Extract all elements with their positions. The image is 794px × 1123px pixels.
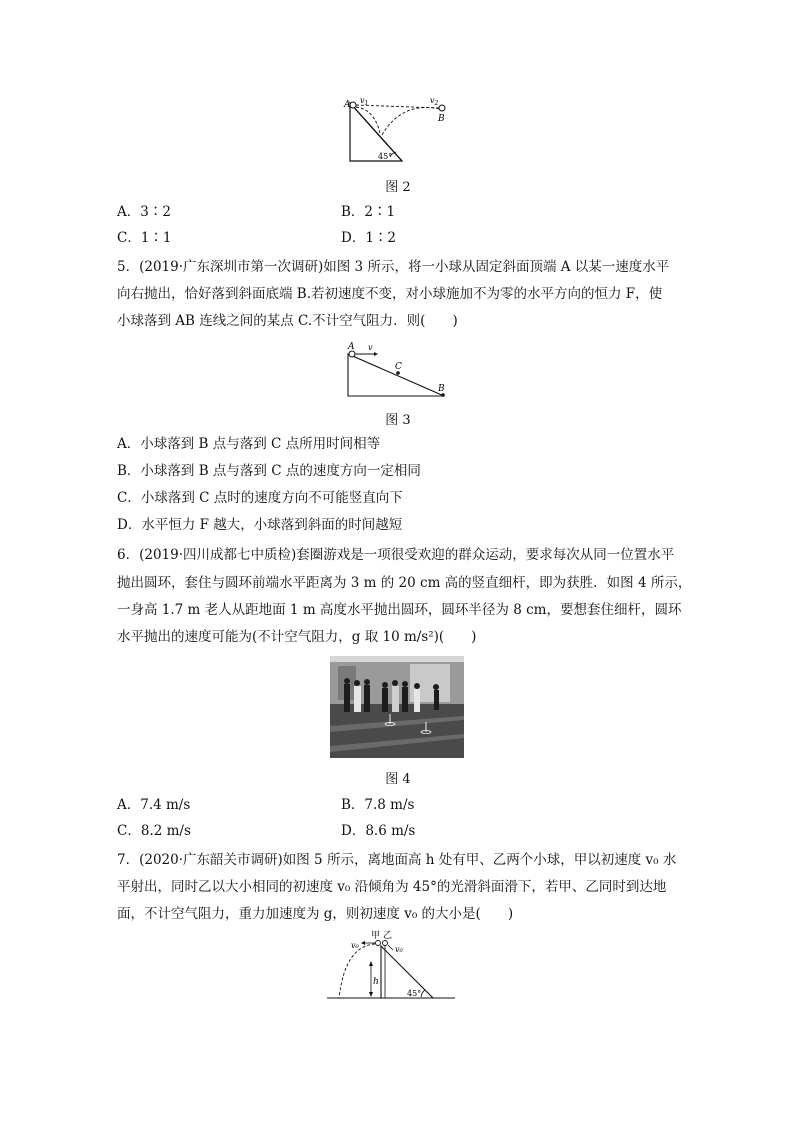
fig5-label-v0-right: v₀: [395, 945, 403, 954]
q5-stem-line-1: 5．(2019·广东深圳市第一次调研)如图 3 所示，将一小球从固定斜面顶端 A 以某一速度水平: [117, 259, 670, 275]
q4-option-d[interactable]: D．1∶2: [341, 230, 397, 246]
fig5-label-jia: 甲: [371, 931, 381, 941]
q6-option-a[interactable]: A．7.4 m/s: [117, 797, 191, 813]
q5-stem-line-3: 小球落到 AB 连线之间的某点 C.不计空气阻力．则( ): [117, 313, 458, 329]
figure-4-caption: 图 4: [385, 772, 411, 787]
fig2-label-v1: v: [360, 96, 365, 105]
q6-option-c[interactable]: C．8.2 m/s: [117, 823, 191, 839]
svg-text:v2: [430, 96, 439, 107]
fig2-label-v2-sub: 2: [434, 100, 439, 107]
q6-stem-line-2: 抛出圆环，套住与圆环前端水平距离为 3 m 的 20 cm 高的竖直细杆，即为获胜．如图 4 所示，: [117, 575, 692, 591]
figure-2-diagram: [340, 95, 460, 167]
q5-stem-line-2: 向右抛出，恰好落到斜面底端 B.若初速度不变，对小球施加不为零的水平方向的恒力 F，使: [117, 286, 663, 302]
q7-stem-line-1: 7．(2020·广东韶关市调研)如图 5 所示，离地面高 h 处有甲、乙两个小球，甲以初速度 v₀ 水: [117, 852, 677, 868]
q4-option-c[interactable]: C．1∶1: [117, 230, 172, 246]
fig5-label-v0-left: v₀: [351, 941, 359, 950]
fig2-label-v1-sub: 1: [364, 100, 369, 107]
figure-5-diagram: [325, 926, 460, 1002]
q7-stem-line-3: 面，不计空气阻力，重力加速度为 g，则初速度 v₀ 的大小是( ): [117, 906, 514, 922]
fig5-label-h: h: [373, 977, 379, 987]
fig5-label-yi: 乙: [383, 931, 393, 941]
fig2-angle-label: 45°: [378, 152, 393, 161]
figure-3-diagram: [340, 340, 455, 402]
q6-stem-line-4: 水平抛出的速度可能为(不计空气阻力，g 取 10 m/s²)( ): [117, 629, 477, 645]
q4-option-a[interactable]: A．3∶2: [117, 204, 171, 220]
fig3-label-v: v: [368, 343, 373, 352]
fig2-label-v2: v: [430, 96, 435, 105]
fig3-label-c: C: [395, 362, 402, 372]
q5-option-c[interactable]: C．小球落到 C 点时的速度方向不可能竖直向下: [117, 490, 403, 506]
q6-option-d[interactable]: D．8.6 m/s: [341, 823, 416, 839]
fig3-label-b: B: [438, 384, 445, 394]
q5-option-a[interactable]: A．小球落到 B 点与落到 C 点所用时间相等: [117, 436, 381, 452]
figure-3-caption: 图 3: [385, 413, 411, 428]
fig2-label-a: A: [344, 100, 351, 110]
figure-4-photo: [330, 656, 464, 758]
fig5-angle-label: 45°: [407, 989, 422, 998]
q4-option-b[interactable]: B．2∶1: [341, 204, 396, 220]
figure-2-caption: 图 2: [385, 180, 411, 195]
q7-stem-line-2: 平射出，同时乙以大小相同的初速度 v₀ 沿倾角为 45°的光滑斜面滑下，若甲、乙同时到达地: [117, 879, 667, 895]
fig3-label-a: A: [348, 342, 355, 352]
fig2-label-b: B: [438, 114, 445, 124]
q5-option-d[interactable]: D．水平恒力 F 越大，小球落到斜面的时间越短: [117, 517, 403, 533]
q6-stem-line-1: 6．(2019·四川成都七中质检)套圈游戏是一项很受欢迎的群众运动，要求每次从同一位置水平: [117, 547, 675, 563]
q6-stem-line-3: 一身高 1.7 m 老人从距地面 1 m 高度水平抛出圆环，圆环半径为 8 cm，要想套住细杆，圆环: [117, 602, 682, 618]
q6-option-b[interactable]: B．7.8 m/s: [341, 797, 415, 813]
q5-option-b[interactable]: B．小球落到 B 点与落到 C 点的速度方向一定相同: [117, 463, 421, 479]
